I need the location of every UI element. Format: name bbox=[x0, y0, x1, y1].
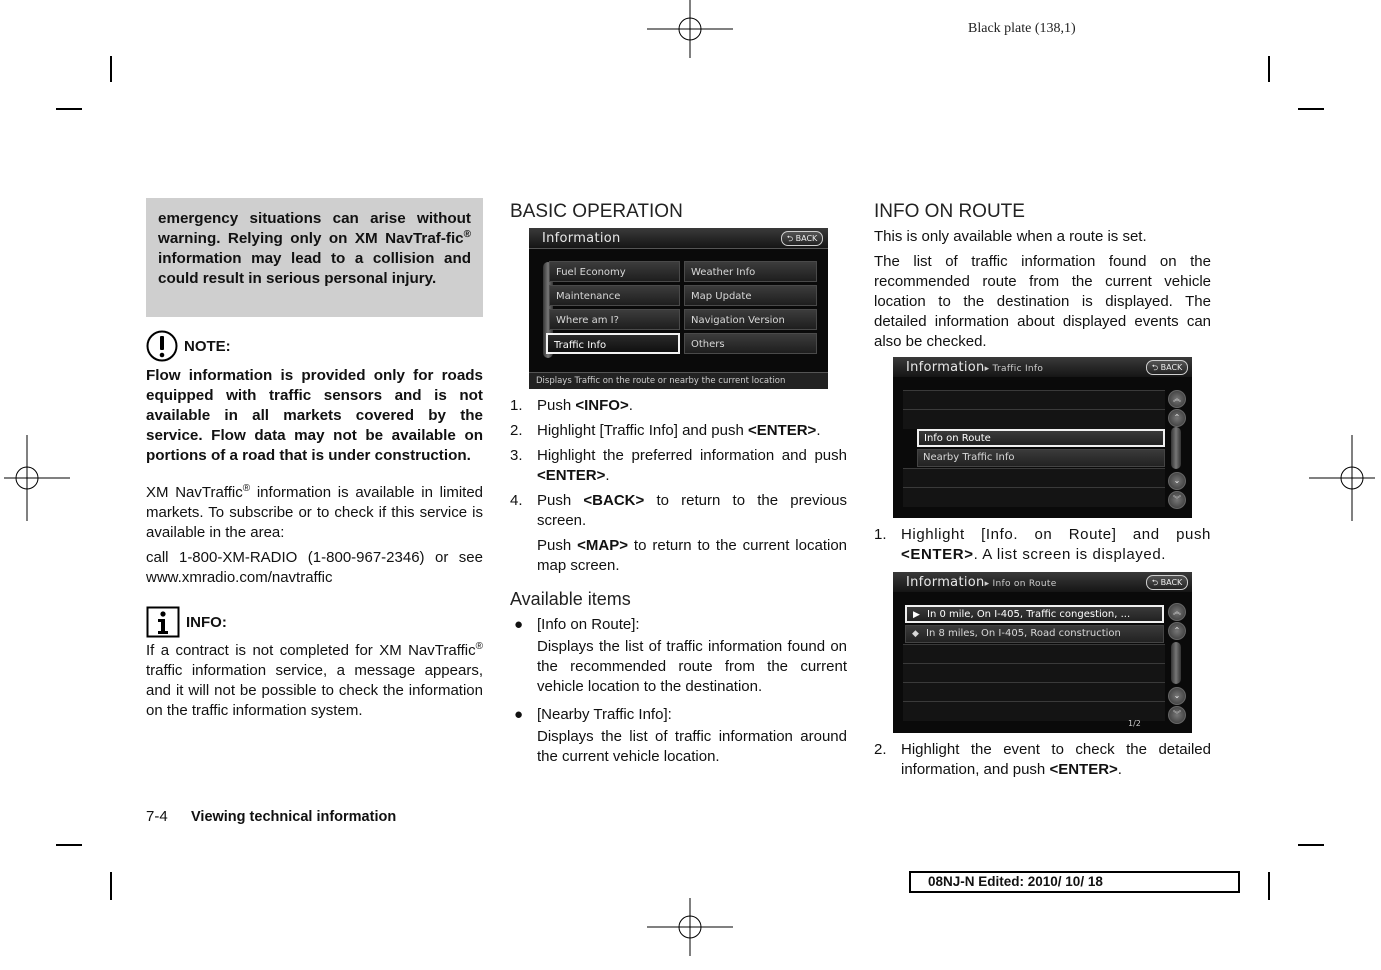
scroll-bar[interactable] bbox=[1171, 642, 1181, 684]
chevron-up-icon[interactable]: ⌃ bbox=[1168, 409, 1186, 427]
chevron-up-icon[interactable]: ⌃ bbox=[1168, 622, 1186, 640]
menu-button-map-update[interactable]: Map Update bbox=[684, 285, 817, 306]
warning-text-continued: information may lead to a collision and could result in serious personal injury. bbox=[158, 250, 471, 287]
menu-button-maintenance[interactable]: Maintenance bbox=[549, 285, 680, 306]
route-availability-text: This is only available when a route is set. bbox=[874, 228, 1147, 245]
info-on-route-heading: INFO ON ROUTE bbox=[874, 201, 1025, 222]
exclamation-icon bbox=[146, 330, 178, 362]
warning-box: emergency situations can arise without warning. Relying only on XM NavTraf-fic® information may lead to a collision and could result in serious personal injury. bbox=[146, 198, 483, 317]
menu-button-fuel-economy[interactable]: Fuel Economy bbox=[549, 261, 680, 282]
info-heading-label: INFO: bbox=[186, 613, 227, 631]
route-description-text: The list of traffic information found on the recommended route from the current vehicle location to the destination is displayed. The detailed information about displayed events can also be checked. bbox=[874, 253, 1211, 350]
back-button[interactable]: ⮌ BACK bbox=[1146, 575, 1188, 590]
plate-label: Black plate (138,1) bbox=[968, 21, 1076, 36]
step-4-map: Push <MAP> to return to the current location map screen. bbox=[537, 537, 847, 574]
info-text: If a contract is not completed for XM NavTraffic® traffic information service, a message appears, and it will not be possible to check the information on the traffic information system. bbox=[146, 641, 483, 719]
list-row-road-construction[interactable]: ◆ In 8 miles, On I-405, Road construction bbox=[905, 625, 1164, 643]
note-heading bbox=[146, 330, 231, 362]
chevron-down-icon[interactable]: ⌄ bbox=[1168, 472, 1186, 490]
list-row-nearby-traffic[interactable]: Nearby Traffic Info bbox=[917, 449, 1165, 467]
screen-title: Information▸ Traffic Info bbox=[906, 360, 1044, 375]
crop-mark bbox=[1268, 56, 1270, 82]
chevron-down-icon[interactable]: ⌄ bbox=[1168, 687, 1186, 705]
back-button[interactable]: ⮌ BACK bbox=[781, 231, 823, 246]
crop-mark bbox=[1268, 872, 1270, 900]
edited-stamp: 08NJ-N Edited: 2010/ 10/ 18 bbox=[909, 871, 1240, 893]
scroll-down-icon[interactable]: ︾ bbox=[1168, 706, 1186, 724]
route-step-2: 2. Highlight the event to check the detailed information, and push <ENTER>. bbox=[874, 741, 1211, 778]
scroll-up-icon[interactable]: ︽ bbox=[1168, 390, 1186, 408]
traffic-info-screen bbox=[893, 357, 1192, 518]
menu-button-navigation-version[interactable]: Navigation Version bbox=[684, 309, 817, 330]
traffic-icon: ▶ bbox=[913, 610, 920, 620]
registration-mark-icon bbox=[647, 0, 733, 72]
info-on-route-screen bbox=[893, 572, 1192, 733]
route-step-1: 1. Highlight [Info. on Route] and push <ENTER>. A list screen is displayed. bbox=[874, 526, 1211, 563]
menu-button-others[interactable]: Others bbox=[684, 333, 817, 354]
screen-title: Information▸ Info on Route bbox=[906, 575, 1057, 590]
list-row-traffic-congestion[interactable]: ▶ In 0 mile, On I-405, Traffic congestion, ... bbox=[905, 605, 1164, 623]
basic-operation-heading: BASIC OPERATION bbox=[510, 201, 683, 222]
screen-title: Information bbox=[542, 231, 621, 246]
navtraffic-paragraph: XM NavTraffic® information is available in limited markets. To subscribe or to check if this service is available in the area: bbox=[146, 483, 483, 541]
crop-mark bbox=[56, 108, 82, 110]
crop-mark bbox=[1298, 844, 1324, 846]
step-1: 1. Push <INFO>. bbox=[510, 397, 633, 414]
registration-mark-icon bbox=[0, 435, 70, 521]
list-item: ● [Nearby Traffic Info]: Displays the list of traffic information around the current vehicle location. bbox=[514, 706, 847, 765]
step-4: 4. Push <BACK> to return to the previous screen. bbox=[510, 492, 847, 529]
page-number: 7-4 bbox=[146, 808, 168, 825]
step-2: 2. Highlight [Traffic Info] and push <ENTER>. bbox=[510, 422, 821, 439]
page-indicator: 1/2 bbox=[1128, 719, 1141, 728]
back-button[interactable]: ⮌ BACK bbox=[1146, 360, 1188, 375]
menu-button-where-am-i[interactable]: Where am I? bbox=[549, 309, 680, 330]
crop-mark bbox=[110, 56, 112, 82]
section-title: Viewing technical information bbox=[191, 809, 397, 825]
crop-mark bbox=[110, 872, 112, 900]
crop-mark bbox=[56, 844, 82, 846]
information-menu-screen bbox=[529, 228, 828, 389]
scroll-bar[interactable] bbox=[1171, 427, 1181, 469]
contact-paragraph: call 1-800-XM-RADIO (1-800-967-2346) or see www.xmradio.com/navtraffic bbox=[146, 549, 483, 586]
note-heading-label: NOTE: bbox=[184, 337, 231, 355]
note-text: Flow information is provided only for roads equipped with traffic sensors and is not available in all markets covered by the service. Flow data may not be available on portions of a road that is under construction. bbox=[146, 367, 483, 464]
crop-mark bbox=[1298, 108, 1324, 110]
registration-mark-icon bbox=[1309, 435, 1381, 521]
scroll-up-icon[interactable]: ︽ bbox=[1168, 603, 1186, 621]
menu-button-traffic-info[interactable]: Traffic Info bbox=[546, 333, 680, 354]
list-row-info-on-route[interactable]: Info on Route bbox=[917, 429, 1165, 447]
construction-icon: ◆ bbox=[912, 629, 919, 639]
warning-text: emergency situations can arise without warning. Relying only on XM NavTraf-fic bbox=[158, 210, 471, 247]
registration-mark-icon bbox=[647, 884, 733, 970]
scroll-down-icon[interactable]: ︾ bbox=[1168, 491, 1186, 509]
list-item: ● [Info on Route]: Displays the list of traffic information found on the recommended route from the current vehicle location to the destination. bbox=[514, 616, 847, 695]
menu-button-weather-info[interactable]: Weather Info bbox=[684, 261, 817, 282]
info-icon bbox=[146, 606, 180, 638]
info-heading bbox=[146, 606, 227, 638]
status-bar: Displays Traffic on the route or nearby the current location bbox=[529, 372, 828, 389]
available-items-heading: Available items bbox=[510, 589, 631, 609]
step-3: 3. Highlight the preferred information and push <ENTER>. bbox=[510, 447, 847, 484]
